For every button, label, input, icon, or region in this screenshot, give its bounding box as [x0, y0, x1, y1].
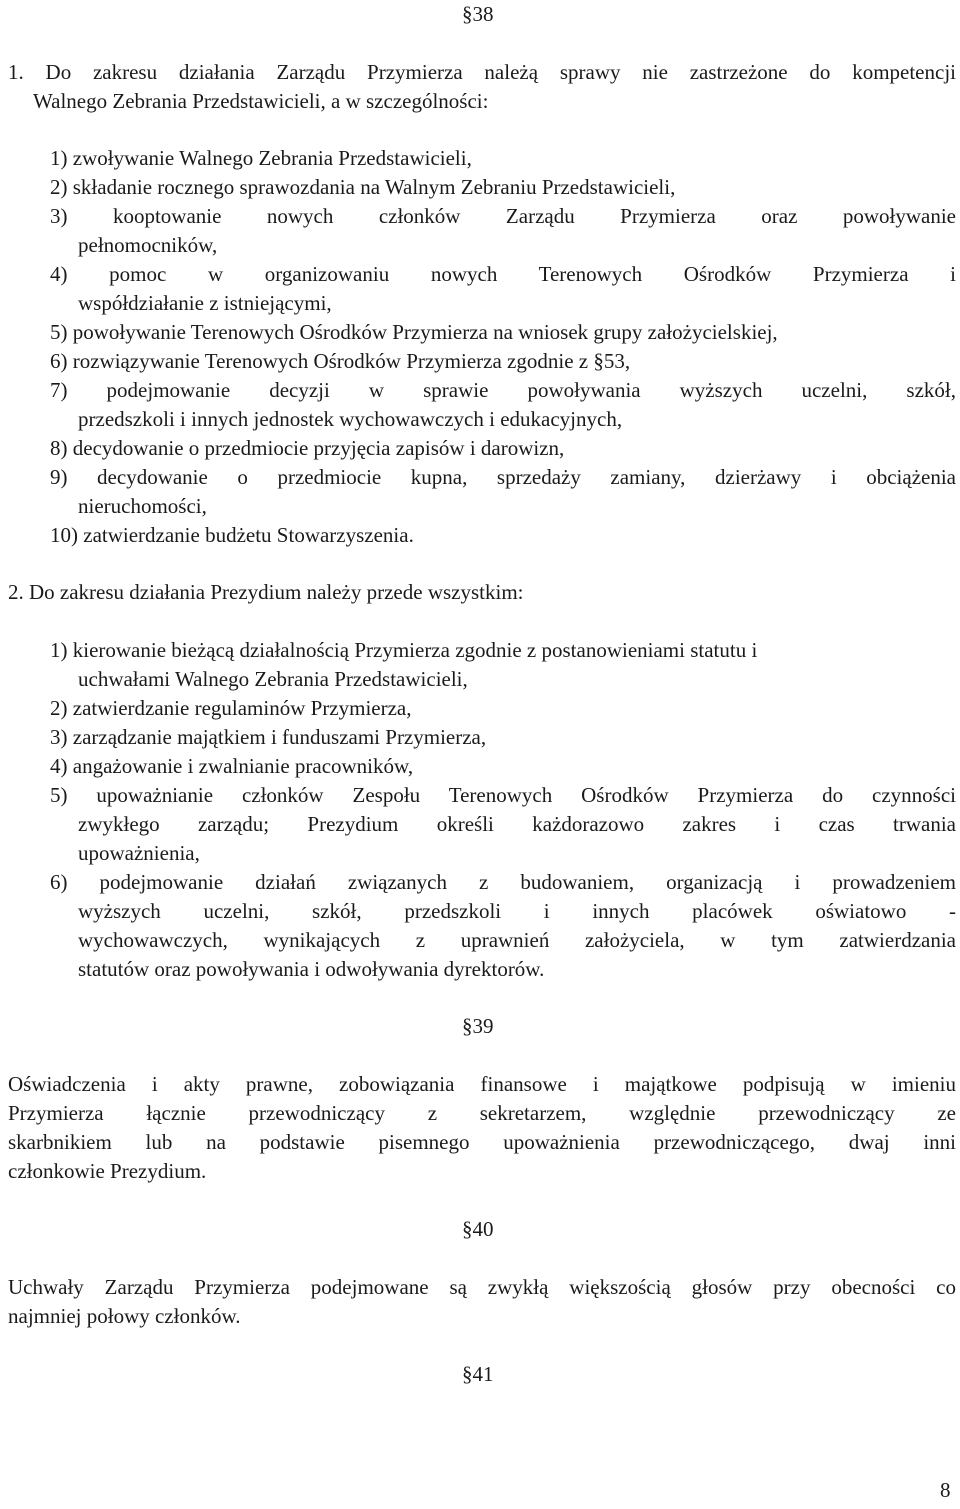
section-number: 39 — [472, 1014, 494, 1038]
p1-lead-line-1: 1. Do zakresu działania Zarządu Przymierza należą sprawy nie zastrzeżone do kompetencji — [8, 60, 956, 84]
section-39-heading — [462, 1012, 494, 1041]
p1-item-1: 1) zwoływanie Walnego Zebrania Przedstawicieli, — [50, 146, 472, 170]
p2-item-5-line-2: zwykłego zarządu; Prezydium określi każdorazowo zakres i czas trwania — [78, 812, 956, 836]
s40-line-2: najmniej połowy członków. — [8, 1304, 241, 1328]
p2-item-1-line-1: 1) kierowanie bieżącą działalnością Przymierza zgodnie z postanowieniami statutu i — [50, 638, 758, 662]
section-sign: § — [462, 1217, 473, 1241]
p1-item-5: 5) powoływanie Terenowych Ośrodków Przymierza na wniosek grupy założycielskiej, — [50, 320, 778, 344]
p1-item-6-text: 6) rozwiązywanie Terenowych Ośrodków Przymierza zgodnie z — [50, 349, 594, 373]
p2-lead: 2. Do zakresu działania Prezydium należy przede wszystkim: — [8, 580, 524, 604]
p1-lead-line-2: Walnego Zebrania Przedstawicieli, a w szczególności: — [33, 89, 489, 113]
p1-item-6 — [50, 347, 630, 376]
p1-item-3-line-2: pełnomocników, — [78, 233, 218, 257]
s39-line-2: Przymierza łącznie przewodniczący z sekretarzem, względnie przewodniczący ze — [8, 1101, 956, 1125]
p2-item-3: 3) zarządzanie majątkiem i funduszami Przymierza, — [50, 725, 487, 749]
section-41-heading — [462, 1360, 494, 1389]
p1-item-4-line-2: współdziałanie z istniejącymi, — [78, 291, 332, 315]
p1-item-7-line-1: 7) podejmowanie decyzji w sprawie powoływania wyższych uczelni, szkół, — [50, 378, 956, 402]
p2-item-6-line-2: wyższych uczelni, szkół, przedszkoli i innych placówek oświatowo - — [78, 899, 956, 923]
p2-item-4: 4) angażowanie i zwalnianie pracowników, — [50, 754, 414, 778]
s39-line-4: członkowie Prezydium. — [8, 1159, 207, 1183]
s39-line-1: Oświadczenia i akty prawne, zobowiązania finansowe i majątkowe podpisują w imieniu — [8, 1072, 956, 1096]
p2-item-6-line-3: wychowawczych, wynikających z uprawnień założyciela, w tym zatwierdzania — [78, 928, 956, 952]
p2-item-5-line-3: upoważnienia, — [78, 841, 200, 865]
section-sign: § — [462, 1014, 473, 1038]
section-sign: § — [593, 349, 604, 373]
section-sign: § — [462, 2, 473, 26]
s39-line-3: skarbnikiem lub na podstawie pisemnego upoważnienia przewodniczącego, dwaj inni — [8, 1130, 956, 1154]
p1-item-6-number: 53, — [603, 349, 631, 373]
section-number: 40 — [472, 1217, 494, 1241]
section-number: 41 — [472, 1362, 494, 1386]
section-number: 38 — [472, 2, 494, 26]
section-sign: § — [462, 1362, 473, 1386]
p1-item-8: 8) decydowanie o przedmiocie przyjęcia zapisów i darowizn, — [50, 436, 565, 460]
section-40-heading — [462, 1215, 494, 1244]
p2-item-6-line-1: 6) podejmowanie działań związanych z budowaniem, organizacją i prowadzeniem — [50, 870, 956, 894]
p2-item-5-line-1: 5) upoważnianie członków Zespołu Terenowych Ośrodków Przymierza do czynności — [50, 783, 956, 807]
p1-item-3-line-1: 3) kooptowanie nowych członków Zarządu Przymierza oraz powoływanie — [50, 204, 956, 228]
p2-item-2: 2) zatwierdzanie regulaminów Przymierza, — [50, 696, 412, 720]
p2-item-6-line-4: statutów oraz powoływania i odwoływania dyrektorów. — [78, 957, 545, 981]
p1-item-7-line-2: przedszkoli i innych jednostek wychowawczych i edukacyjnych, — [78, 407, 623, 431]
p1-item-9-line-1: 9) decydowanie o przedmiocie kupna, sprzedaży zamiany, dzierżawy i obciążenia — [50, 465, 956, 489]
p1-item-10: 10) zatwierdzanie budżetu Stowarzyszenia. — [50, 523, 414, 547]
s40-line-1: Uchwały Zarządu Przymierza podejmowane są zwykłą większością głosów przy obecności co — [8, 1275, 956, 1299]
section-38-heading — [462, 0, 494, 29]
p1-item-9-line-2: nieruchomości, — [78, 494, 207, 518]
p2-item-1-line-2: uchwałami Walnego Zebrania Przedstawicieli, — [78, 667, 468, 691]
p1-item-4-line-1: 4) pomoc w organizowaniu nowych Terenowych Ośrodków Przymierza i — [50, 262, 956, 286]
p1-item-2: 2) składanie rocznego sprawozdania na Walnym Zebraniu Przedstawicieli, — [50, 175, 676, 199]
page-number: 8 — [940, 1478, 951, 1502]
